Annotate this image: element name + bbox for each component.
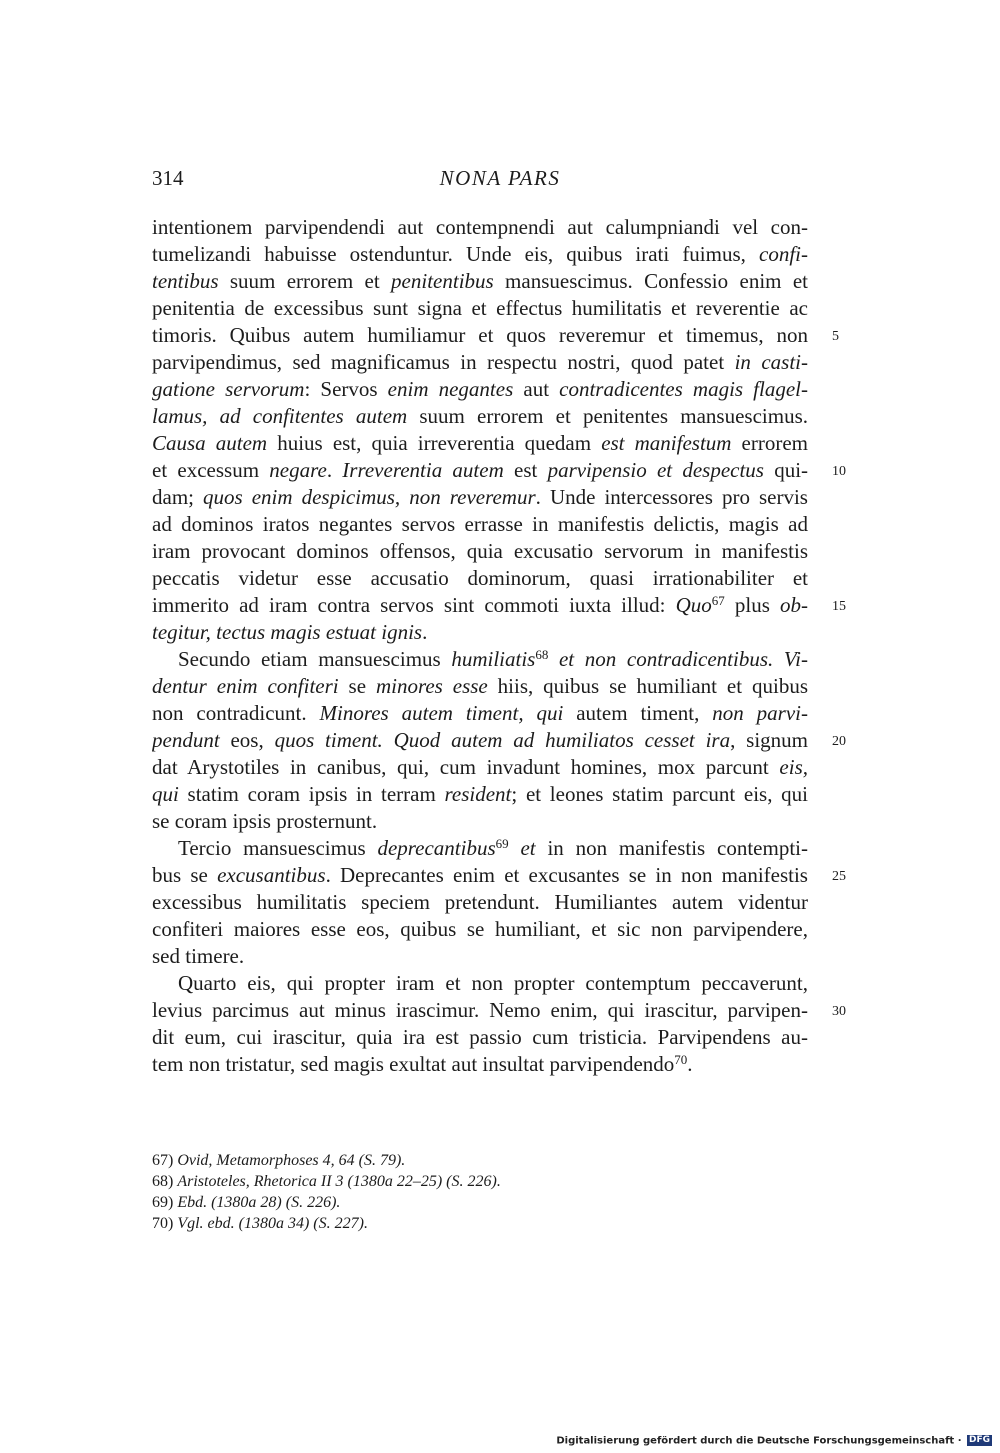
footnote-ref: 69 (495, 836, 509, 851)
text-segment: levius parcimus aut minus irascimur. Nemo enim, qui irascitur, parvipen- (152, 998, 808, 1022)
text-segment: , signum (730, 728, 808, 752)
text-line (152, 376, 808, 403)
text-segment: intentionem parvipendendi aut contempnendi aut calumpniandi vel con- (152, 215, 808, 239)
text-segment: Tercio mansuescimus (178, 836, 378, 860)
text-line (152, 673, 808, 700)
footnote-text: Ebd. (1380a 28) (S. 226). (177, 1194, 341, 1211)
line-number: 15 (832, 599, 846, 614)
dfg-logo: DFG (968, 1434, 990, 1445)
text-segment: immerito ad iram contra servos sint commoti iuxta illud: (152, 593, 676, 617)
text-line (152, 214, 808, 241)
text-segment: statim coram ipsis in terram (178, 782, 445, 806)
footnote (152, 1192, 808, 1213)
text-segment: dam; (152, 485, 204, 509)
footnotes (152, 1150, 808, 1234)
text-segment: ob- (780, 593, 808, 617)
footnote-ref: 67 (711, 593, 725, 608)
text-segment: enim negantes (387, 377, 514, 401)
text-line (152, 457, 808, 484)
footnote-number: 67) (152, 1152, 178, 1169)
text-segment: Minores autem timent, qui (319, 701, 564, 725)
line-number: 20 (832, 734, 846, 749)
text-line (152, 646, 808, 673)
text-segment: tentibus (152, 269, 219, 293)
footnote-ref: 68 (535, 647, 549, 662)
text-segment: lamus, ad confitentes autem (152, 404, 408, 428)
line-number: 25 (832, 869, 846, 884)
text-segment: dat Arystotiles in canibus, qui, cum invadunt homines, mox parcunt (152, 755, 780, 779)
text-segment: et excessum (152, 458, 270, 482)
text-line (152, 538, 808, 565)
text-segment: et non contradicentibus. Vi- (548, 647, 808, 671)
text-segment: . (687, 1052, 693, 1076)
text-segment: plus (724, 593, 780, 617)
text-segment: Irreverentia autem (342, 458, 504, 482)
text-segment: Causa autem (152, 431, 268, 455)
text-segment: excessibus humilitatis speciem pretendunt. Humiliantes autem videntur (152, 890, 808, 914)
text-line (152, 808, 808, 835)
text-segment: confi- (759, 242, 808, 266)
text-segment: penitentia de excessibus sunt signa et effectus humilitatis et reverentie ac (152, 296, 808, 320)
text-line (152, 295, 808, 322)
text-segment: . Deprecantes enim et excusantes se in non manifestis (325, 863, 808, 887)
text-segment: parvipendimus, sed magnificamus in respectu nostri, quod patet (152, 350, 735, 374)
text-line (152, 835, 808, 862)
text-segment: humiliatis (451, 647, 536, 671)
text-segment: tumelizandi habuisse ostenduntur. Unde eis, quibus irati fuimus, (152, 242, 760, 266)
line-number: 5 (832, 329, 839, 344)
text-segment: sed timere. (152, 944, 245, 968)
text-segment: autem timent, (563, 701, 713, 725)
text-line (152, 862, 808, 889)
text-line (152, 484, 808, 511)
text-segment: : Servos (304, 377, 388, 401)
text-segment: Secundo etiam mansuescimus (178, 647, 452, 671)
text-segment: est manifestum (601, 431, 732, 455)
text-line (152, 619, 808, 646)
line-number: 30 (832, 1004, 846, 1019)
text-segment: timoris. Quibus autem humiliamur et quos reveremur et timemus, non (152, 323, 808, 347)
text-segment: excusantibus (217, 863, 326, 887)
main-text (152, 214, 808, 1078)
text-segment: gatione servorum (152, 377, 305, 401)
text-segment: huius est, quia irreverentia quedam (267, 431, 602, 455)
line-number: 10 (832, 464, 846, 479)
text-line (152, 889, 808, 916)
text-segment: in non manifestis contempti- (535, 836, 808, 860)
text-line (152, 1024, 808, 1051)
text-segment: pendunt (152, 728, 220, 752)
text-line (152, 997, 808, 1024)
text-line (152, 268, 808, 295)
text-segment: tegitur, tectus magis estuat ignis (152, 620, 423, 644)
text-segment: . (326, 458, 343, 482)
dfg-credit (556, 1435, 992, 1448)
text-segment: non contradicunt. (152, 701, 320, 725)
text-segment: iram provocant dominos offensos, quia excusatio servorum in manifestis (152, 539, 808, 563)
text-segment: et (508, 836, 536, 860)
text-segment: deprecantibus (377, 836, 496, 860)
text-segment: dit eum, cui irascitur, quia ira est passio cum tristicia. Parvipendens au- (152, 1025, 808, 1049)
text-segment: non parvi- (712, 701, 808, 725)
footnote-number: 69) (152, 1194, 178, 1211)
footnote (152, 1213, 808, 1234)
text-line (152, 592, 808, 619)
footnote-number: 70) (152, 1215, 178, 1232)
footnote-ref: 70 (674, 1052, 688, 1067)
text-segment: est (503, 458, 548, 482)
text-segment: hiis, quibus se humiliant et quibus (487, 674, 808, 698)
text-line (152, 430, 808, 457)
text-line (152, 349, 808, 376)
running-head: NONA PARS (439, 166, 561, 190)
text-segment: Quo (675, 593, 712, 617)
text-segment: se coram ipsis prosternunt. (152, 809, 378, 833)
text-segment: negare (269, 458, 327, 482)
text-segment: ; et leones statim parcunt eis, qui (511, 782, 808, 806)
text-line (152, 727, 808, 754)
text-segment: penitentibus (391, 269, 494, 293)
text-line (152, 970, 808, 997)
footnote-text: Vgl. ebd. (1380a 34) (S. 227). (177, 1215, 368, 1232)
text-line (152, 916, 808, 943)
text-segment: tem non tristatur, sed magis exultat aut insultat parvipendendo (152, 1052, 675, 1076)
text-segment: qui (152, 782, 179, 806)
text-line (152, 511, 808, 538)
text-segment: errorem (731, 431, 808, 455)
text-segment: quos enim despicimus, non reveremur (203, 485, 536, 509)
text-segment: Quarto eis, qui propter iram et non propter contemptum peccaverunt, (178, 971, 808, 995)
text-segment: mansuescimus. Confessio enim et (493, 269, 808, 293)
text-segment: suum errorem et penitentes mansuescimus. (407, 404, 808, 428)
footnote (152, 1171, 808, 1192)
page-number: 314 (152, 166, 184, 190)
text-segment: aut (513, 377, 560, 401)
text-segment: resident (444, 782, 512, 806)
footnote-number: 68) (152, 1173, 178, 1190)
text-segment: qui- (763, 458, 808, 482)
text-line (152, 781, 808, 808)
text-segment: confiteri maiores esse eos, quibus se humiliant, et sic non parvipendere, (152, 917, 808, 941)
text-segment: ad dominos iratos negantes servos errasse in manifestis delictis, magis ad (152, 512, 808, 536)
footnote (152, 1150, 808, 1171)
credit-text: Digitalisierung gefördert durch die Deutsche Forschungsgemeinschaft · (556, 1435, 962, 1446)
text-segment: bus se (152, 863, 218, 887)
text-segment: parvipensio et despectus (547, 458, 764, 482)
text-segment: . (422, 620, 428, 644)
text-segment: se (338, 674, 376, 698)
text-segment: quos timent. Quod autem ad humiliatos cesset ira (274, 728, 731, 752)
text-line (152, 754, 808, 781)
text-segment: in casti- (734, 350, 808, 374)
text-segment: peccatis videtur esse accusatio dominorum, quasi irrationabiliter et (152, 566, 808, 590)
text-line (152, 700, 808, 727)
footnote-text: Aristoteles, Rhetorica II 3 (1380a 22–25) (S. 226). (177, 1173, 501, 1190)
text-line (152, 322, 808, 349)
text-line (152, 1051, 808, 1078)
text-line (152, 403, 808, 430)
text-line (152, 241, 808, 268)
text-segment: eis, (779, 755, 808, 779)
text-line (152, 565, 808, 592)
text-segment: contradicentes magis flagel- (559, 377, 808, 401)
footnote-text: Ovid, Metamorphoses 4, 64 (S. 79). (177, 1152, 406, 1169)
text-segment: eos, (219, 728, 275, 752)
text-segment: dentur enim confiteri (152, 674, 339, 698)
text-segment: minores esse (375, 674, 488, 698)
text-line (152, 943, 808, 970)
text-segment: . Unde intercessores pro servis (535, 485, 808, 509)
text-segment: suum errorem et (218, 269, 392, 293)
